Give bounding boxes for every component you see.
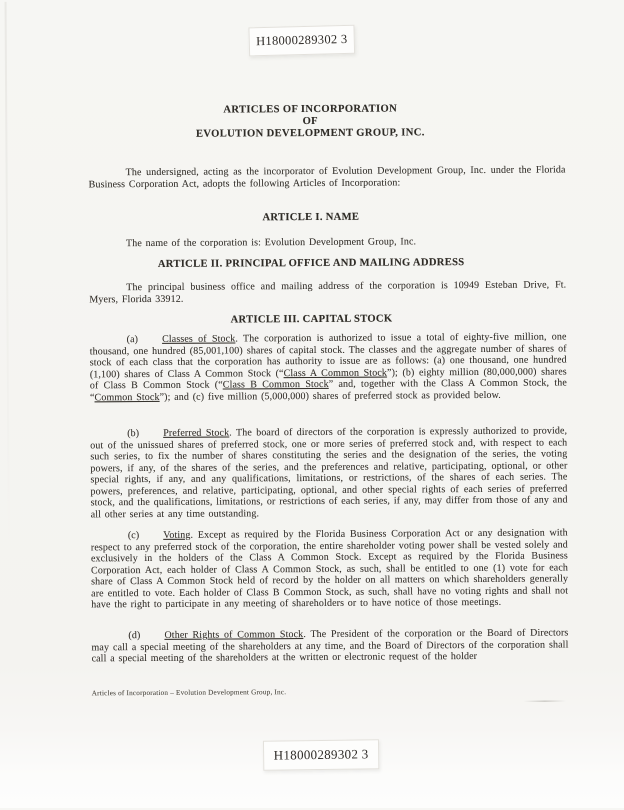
underlined-term: Preferred Stock — [163, 427, 230, 439]
scan-edge-shadow — [5, 2, 10, 542]
article-3-heading: ARTICLE III. CAPITAL STOCK — [230, 313, 393, 326]
underlined-term: Class B Common Stock — [222, 378, 329, 391]
paragraph-body — [90, 425, 567, 519]
paragraph-label: (c) — [127, 530, 140, 542]
article-3-paragraph-a — [90, 331, 567, 403]
document-title-line3: EVOLUTION DEVELOPMENT GROUP, INC. — [195, 127, 425, 141]
underlined-term: Common Stock — [94, 391, 160, 403]
paragraph-label: (d) — [128, 630, 141, 642]
filing-number-text-bottom: H18000289302 3 — [273, 746, 369, 763]
article-1-heading: ARTICLE I. NAME — [262, 211, 360, 224]
article-2-body: The principal business office and mailing address of the corporation is 10949 Esteban Drive, Ft. Myers, Florida 33912. — [89, 279, 567, 305]
paragraph-text: . The corporation is authorized to issue a total of eighty-five million, one thousand, one hundred (85,001,100) shares of capital stock. The classes and the aggregate number of shares of stock of each class that the corporation has authority to issue are as follows: (a) one thousand, one hundred (1,100) shares of Class A Common Stock (“ — [89, 331, 567, 380]
paragraph-text: ” and, together with the Class A Common Stock, the “ — [89, 377, 567, 403]
scan-crease-mark — [524, 700, 566, 701]
paragraph-text: . The President of the corporation or the Board of Directors may call a special meeting of the shareholders at any time, and the Board of Directors of the corporation shall call a special meeting of the shareholders at the written or electronic request of the holder — [91, 627, 569, 665]
article-3-paragraph-c — [91, 527, 568, 610]
underlined-term: Other Rights of Common Stock — [164, 629, 304, 641]
article-3-paragraph-d — [91, 627, 568, 664]
filing-number-text-top: H18000289302 3 — [255, 31, 348, 49]
document-title — [0, 102, 622, 142]
underlined-term: Class A Common Stock — [283, 367, 388, 379]
paragraph-body — [91, 527, 568, 610]
paragraph-body — [90, 331, 567, 402]
document-title-line2: OF — [302, 116, 319, 128]
paragraph-text: . The board of directors of the corporation is expressly authorized to provide, out of the unissued shares of preferred stock, one or more series of preferred stock and, with respect to each such series, to fix the number of shares constituting the series and the designation of the series, the voting powers, if any, of the shares of the series, and the preferences and relative, participating, optional, or other special rights, if any, and any qualifications, limitations, or restrictions, of the shares of each series. The powers, preferences, and relative, participating, optional, and other special rights of each series of preferred stock, and the qualifications, limitations, or restrictions of each series, if any, may differ from those of any and all other series at any time outstanding. — [90, 425, 568, 520]
underlined-term: Voting — [163, 529, 191, 541]
filing-number-stamp-top — [248, 25, 355, 57]
paragraph-text: ”); (b) eighty million (80,000,000) shares of Class B Common Stock (“ — [89, 365, 567, 392]
footer-text: Articles of Incorporation – Evolution Development Group, Inc. — [91, 688, 287, 698]
paragraph-text: ”); and (c) five million (5,000,000) shares of preferred stock as provided below. — [159, 389, 501, 403]
paragraph-label: (a) — [126, 334, 139, 346]
filing-number-stamp-bottom — [263, 739, 379, 771]
article-2-heading: ARTICLE II. PRINCIPAL OFFICE AND MAILING ADDRESS — [157, 257, 465, 270]
paragraph-label: (b) — [127, 428, 140, 440]
article-1-body: The name of the corporation is: Evolution Development Group, Inc. — [125, 236, 417, 250]
document-title-line1: ARTICLES OF INCORPORATION — [223, 103, 398, 116]
intro-paragraph: The undersigned, acting as the incorporator of Evolution Development Group, Inc. under the Florida Business Corporation Act, adopts the following Articles of Incorporation: — [88, 164, 566, 190]
paragraph-text: . Except as required by the Florida Business Corporation Act or any designation with respect to any preferred stock of the corporation, the entire shareholder voting power shall be vested solely and exclusively in the holders of the Class A Common Stock. Except as required by the Florida Business Corporation Act, each holder of Class A Common Stock, as such, shall be entitled to one (1) vote for each share of Class A Common Stock held of record by the holder on all matters on which shareholders generally are entitled to vote. Each holder of Class B Common Stock, as such, shall have no voting rights and shall not have the right to participate in any meeting of shareholders or to have notice of those meetings. — [90, 527, 569, 611]
underlined-term: Classes of Stock — [162, 333, 236, 345]
article-3-paragraph-b — [90, 425, 568, 520]
